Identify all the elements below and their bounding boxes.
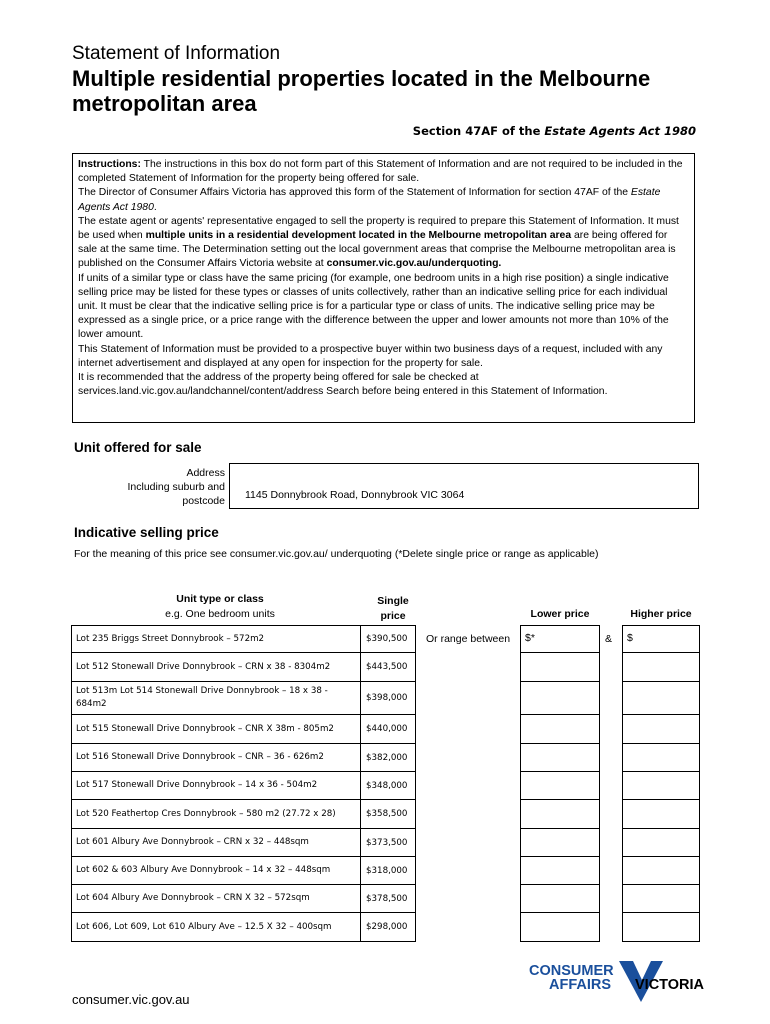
lower-price-field[interactable] (520, 714, 600, 744)
table-row (72, 653, 416, 682)
page-title: Multiple residential properties located in the Melbourne metropolitan area (72, 66, 651, 116)
footer-url[interactable]: consumer.vic.gov.au (72, 992, 190, 1007)
section-ref-act: Estate Agents Act 1980 (544, 124, 696, 138)
instructions-p6: It is recommended that the address of the property being offered for sale be checked at services.land.vic.gov.au/landchannel/content/address Search before being entered in this Statement of Information. (78, 372, 608, 398)
table-row (72, 626, 416, 653)
instructions-p2-text: The Director of Consumer Affairs Victoria has approved this form of the Statement of Information for section 47AF of the (78, 187, 631, 199)
table-row (72, 715, 416, 744)
instructions-p2 (78, 186, 689, 214)
col-header-higher-price: Higher price (630, 608, 692, 620)
col-unit-type-label: Unit type or class (176, 593, 264, 605)
table-row (72, 885, 416, 913)
unit-name-cell[interactable]: Lot 516 Stonewall Drive Donnybrook – CNR – 36 - 626m2 (72, 744, 361, 772)
higher-price-field[interactable] (622, 912, 700, 942)
table-row (72, 857, 416, 885)
units-table (71, 625, 416, 942)
address-label (128, 466, 226, 508)
table-row (72, 682, 416, 715)
unit-price-cell[interactable]: $443,500 (361, 653, 416, 682)
col-single-line1: Single (377, 595, 409, 607)
table-row (72, 800, 416, 829)
address-value: 1145 Donnybrook Road, Donnybrook VIC 3064 (245, 489, 465, 501)
higher-price-field[interactable]: $ (622, 625, 700, 653)
lower-price-field[interactable]: $* (520, 625, 600, 653)
instructions-p1 (78, 158, 689, 186)
unit-name-cell[interactable]: Lot 235 Briggs Street Donnybrook – 572m2 (72, 626, 361, 653)
higher-price-field[interactable] (622, 714, 700, 744)
unit-price-cell[interactable]: $390,500 (361, 626, 416, 653)
price-note: For the meaning of this price see consumer.vic.gov.au/ underquoting (*Delete single price or range as applicable) (74, 548, 599, 560)
unit-name-cell[interactable]: Lot 604 Albury Ave Donnybrook – CRN X 32 – 572sqm (72, 885, 361, 913)
address-field[interactable] (229, 463, 699, 509)
underquoting-link[interactable]: consumer.vic.gov.au/underquoting. (326, 258, 502, 270)
instructions-p2-end: . (153, 201, 157, 213)
lower-price-field[interactable] (520, 681, 600, 715)
lower-price-field[interactable] (520, 743, 600, 772)
instructions-p3c: are being offered for sale at the same time. The Determination setting out the local government areas that comprise the Melbourne metropolitan area is published on the Consumer Affairs Victoria website at (78, 230, 676, 270)
instructions-p5: This Statement of Information must be provided to a prospective buyer within two business days of a request, included with any internet advertisement and displayed at any open for inspection for the property for sale. (78, 343, 663, 369)
col-unit-example: e.g. One bedroom units (165, 608, 275, 620)
lower-price-field[interactable] (520, 856, 600, 885)
table-row (72, 744, 416, 772)
unit-price-cell[interactable]: $318,000 (361, 857, 416, 885)
unit-offered-title: Unit offered for sale (74, 440, 202, 455)
higher-price-field[interactable] (622, 856, 700, 885)
unit-price-cell[interactable]: $440,000 (361, 715, 416, 744)
unit-price-cell[interactable]: $358,500 (361, 800, 416, 829)
instructions-p3 (78, 215, 689, 272)
logo-text-consumer: CONSUMER (529, 963, 614, 979)
lower-price-field[interactable] (520, 652, 600, 682)
lower-price-field[interactable] (520, 771, 600, 800)
instructions-p3a: The estate agent or agents' representative engaged to sell the property is required to prepare this Statement of Information. It must be used when (78, 215, 679, 242)
statement-label: Statement of Information (72, 43, 281, 64)
unit-price-cell[interactable]: $373,500 (361, 829, 416, 857)
col-header-unit-type (140, 592, 300, 622)
instructions-p4: If units of a similar type or class have the same pricing (for example, one bedroom units in a high rise position) a single indicative selling price may be listed for these types or classes of units collectively, rather than an indicative selling price for each individual unit. It must be clear that the indicative selling price is for a particular type or class of units. The indicative selling price may be expressed as a single price, or a price range with the difference between the upper and lower amounts not more than 10% of the lower amount. (78, 272, 669, 341)
unit-name-cell[interactable]: Lot 520 Feathertop Cres Donnybrook – 580 m2 (27.72 x 28) (72, 800, 361, 829)
higher-price-field[interactable] (622, 743, 700, 772)
instructions-p3b: multiple units in a residential development located in the Melbourne metropolitan area (145, 230, 572, 242)
unit-name-cell[interactable]: Lot 601 Albury Ave Donnybrook – CRN x 32 – 448sqm (72, 829, 361, 857)
unit-name-cell[interactable]: Lot 513m Lot 514 Stonewall Drive Donnybrook – 18 x 38 - 684m2 (72, 682, 361, 715)
unit-price-cell[interactable]: $298,000 (361, 913, 416, 942)
higher-price-field[interactable] (622, 771, 700, 800)
lower-price-field[interactable] (520, 799, 600, 829)
instructions-p2-act: Estate Agents Act 1980 (78, 187, 661, 213)
logo-text-victoria: VICTORIA (635, 977, 705, 993)
col-single-line2: price (380, 610, 406, 622)
col-header-lower-price: Lower price (530, 608, 590, 620)
higher-price-field[interactable] (622, 884, 700, 913)
unit-price-cell[interactable]: $378,500 (361, 885, 416, 913)
unit-name-cell[interactable]: Lot 515 Stonewall Drive Donnybrook – CNR X 38m - 805m2 (72, 715, 361, 744)
unit-name-cell[interactable]: Lot 602 & 603 Albury Ave Donnybrook – 14 x 32 – 448sqm (72, 857, 361, 885)
instructions-box (72, 153, 695, 423)
lower-price-field[interactable] (520, 828, 600, 857)
section-ref-prefix: Section 47AF of the (412, 124, 545, 138)
unit-price-cell[interactable]: $398,000 (361, 682, 416, 715)
table-row (72, 772, 416, 800)
unit-name-cell[interactable]: Lot 512 Stonewall Drive Donnybrook – CRN x 38 - 8304m2 (72, 653, 361, 682)
range-ampersand: & (605, 633, 613, 645)
unit-price-cell[interactable]: $348,000 (361, 772, 416, 800)
consumer-affairs-victoria-logo (527, 958, 705, 1004)
lower-price-field[interactable] (520, 884, 600, 913)
higher-price-field[interactable] (622, 681, 700, 715)
table-row (72, 913, 416, 942)
logo-text-affairs: AFFAIRS (549, 977, 612, 993)
instructions-p1-text: The instructions in this box do not form part of this Statement of Information and are not required to be included in the completed Statement of Information for the property being offered for sale. (78, 159, 683, 185)
unit-name-cell[interactable]: Lot 606, Lot 609, Lot 610 Albury Ave – 12.5 X 32 – 400sqm (72, 913, 361, 942)
unit-name-cell[interactable]: Lot 517 Stonewall Drive Donnybrook – 14 x 36 - 504m2 (72, 772, 361, 800)
address-label-line1: Address (186, 467, 225, 479)
higher-price-field[interactable] (622, 828, 700, 857)
col-header-single-price (364, 594, 422, 624)
or-range-label: Or range between (426, 633, 511, 645)
address-label-line2: Including suburb and (127, 481, 225, 493)
instructions-lead: Instructions: (78, 159, 141, 170)
higher-price-field[interactable] (622, 652, 700, 682)
section-reference (413, 124, 696, 138)
higher-price-field[interactable] (622, 799, 700, 829)
indicative-price-title: Indicative selling price (74, 525, 219, 540)
lower-price-field[interactable] (520, 912, 600, 942)
address-label-line3: postcode (182, 495, 225, 507)
table-row (72, 829, 416, 857)
unit-price-cell[interactable]: $382,000 (361, 744, 416, 772)
